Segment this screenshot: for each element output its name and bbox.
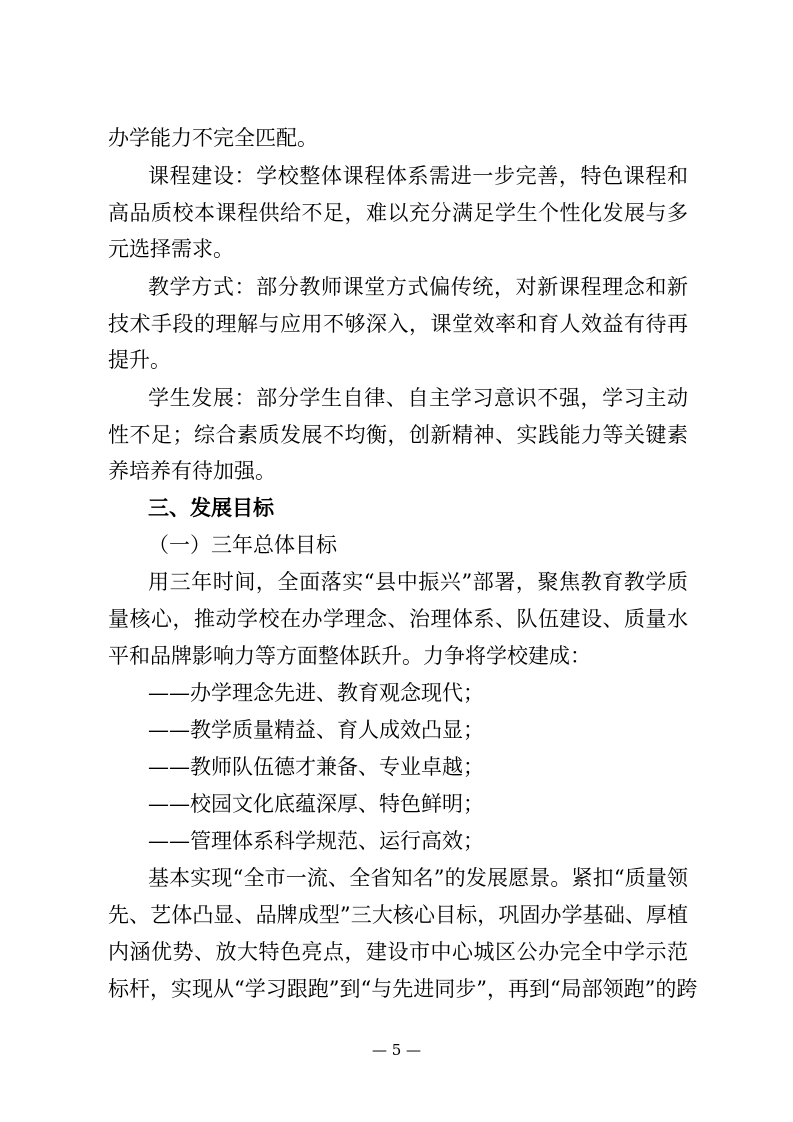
page-number: — 5 — <box>371 1041 422 1059</box>
paragraph-line: 技术手段的理解与应用不够深入，课堂效率和育人效益有待再 <box>108 312 688 336</box>
list-item: ——教师队伍德才兼备、专业卓越； <box>148 755 484 779</box>
list-item: ——管理体系科学规范、运行高效； <box>148 829 484 853</box>
list-item: ——校园文化底蕴深厚、特色鲜明； <box>148 792 484 816</box>
subsection-heading: （一）三年总体目标 <box>148 533 337 557</box>
paragraph-line: 提升。 <box>108 348 171 372</box>
list-item: ——办学理念先进、教育观念现代； <box>148 681 484 705</box>
section-heading: 三、发展目标 <box>148 496 274 520</box>
paragraph-line: 办学能力不完全匹配。 <box>108 126 318 150</box>
paragraph-line: 教学方式：部分教师课堂方式偏传统，对新课程理念和新 <box>148 275 688 299</box>
paragraph-line: 先、艺体凸显、品牌成型”三大核心目标，巩固办学基础、厚植 <box>108 903 688 927</box>
paragraph-line: 元选择需求。 <box>108 237 234 261</box>
paragraph-line: 平和品牌影响力等方面整体跃升。力争将学校建成： <box>108 644 591 668</box>
paragraph-line: 学生发展：部分学生自律、自主学习意识不强，学习主动 <box>148 386 688 410</box>
paragraph-line: 高品质校本课程供给不足，难以充分满足学生个性化发展与多 <box>108 201 688 225</box>
paragraph-line: 课程建设：学校整体课程体系需进一步完善，特色课程和 <box>148 164 688 188</box>
paragraph-line: 量核心，推动学校在办学理念、治理体系、队伍建设、质量水 <box>108 607 688 631</box>
paragraph-line: 养培养有待加强。 <box>108 459 276 483</box>
paragraph-line: 标杆，实现从“学习跟跑”到“与先进同步”，再到“局部领跑”的跨 <box>108 977 698 1001</box>
paragraph-line: 性不足；综合素质发展不均衡，创新精神、实践能力等关键素 <box>108 423 688 447</box>
paragraph-line: 基本实现“全市一流、全省知名”的发展愿景。紧扣“质量领 <box>148 866 688 890</box>
list-item: ——教学质量精益、育人成效凸显； <box>148 718 484 742</box>
paragraph-line: 用三年时间，全面落实“县中振兴”部署，聚焦教育教学质 <box>148 570 688 594</box>
paragraph-line: 内涵优势、放大特色亮点，建设市中心城区公办完全中学示范 <box>108 940 688 964</box>
